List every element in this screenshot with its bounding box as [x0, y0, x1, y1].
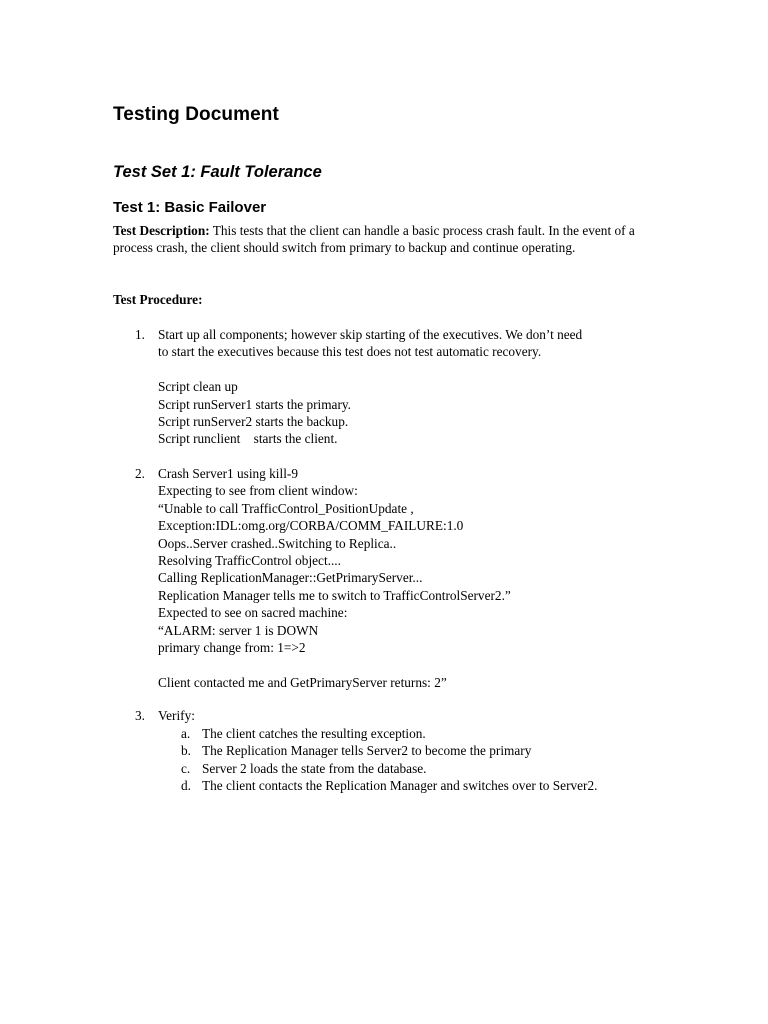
verify-text: Server 2 loads the state from the database. [202, 760, 427, 776]
verify-text: The client catches the resulting exception. [202, 725, 426, 741]
step-line: “Unable to call TrafficControl_PositionUpdate , [158, 500, 414, 516]
blank-line [158, 361, 658, 378]
step-body [158, 707, 658, 724]
verify-letter: b. [181, 743, 191, 758]
step-line: “ALARM: server 1 is DOWN [158, 622, 319, 638]
test-description [113, 222, 653, 257]
step-line: Replication Manager tells me to switch to TrafficControlServer2.” [158, 587, 511, 603]
step-line: Verify: [158, 708, 195, 723]
step-line: Calling ReplicationManager::GetPrimaryServer... [158, 570, 423, 586]
step-line: Crash Server1 using kill-9 [158, 466, 298, 481]
procedure-label: Test Procedure: [113, 292, 203, 307]
verify-letter: d. [181, 778, 191, 793]
step-line: to start the executives because this test does not test automatic recovery. [158, 344, 542, 360]
step-number: 2. [135, 466, 145, 481]
step-line: Expecting to see from client window: [158, 483, 358, 499]
step-line: Expected to see on sacred machine: [158, 605, 348, 621]
verify-letter: a. [181, 725, 191, 741]
test-heading: Test 1: Basic Failover [113, 199, 267, 216]
verify-text: The Replication Manager tells Server2 to become the primary [202, 743, 532, 758]
step-line: Client contacted me and GetPrimaryServer returns: 2” [158, 674, 447, 690]
description-text: This tests that the client can handle a basic process crash fault. In the event of a process crash, the client should switch from primary to backup and continue operating. [113, 223, 635, 256]
step-body [158, 465, 658, 691]
step-line: Resolving TrafficControl object.... [158, 553, 341, 569]
step-line: Script clean up [158, 379, 238, 395]
step-line: Oops..Server crashed..Switching to Replica.. [158, 535, 397, 551]
verify-text: The client contacts the Replication Manager and switches over to Server2. [202, 778, 598, 793]
step-line: Script runServer2 starts the backup. [158, 414, 349, 430]
step-line: Script runclient starts the client. [158, 431, 338, 447]
verify-letter: c. [181, 760, 191, 776]
description-label: Test Description: [113, 223, 210, 238]
step-body [158, 326, 658, 448]
step-line: Start up all components; however skip starting of the executives. We don’t need [158, 327, 583, 342]
step-line: Script runServer1 starts the primary. [158, 396, 351, 412]
step-line: primary change from: 1=>2 [158, 640, 306, 656]
step-number: 1. [135, 327, 145, 342]
step-line: Exception:IDL:omg.org/CORBA/COMM_FAILURE:1.0 [158, 518, 464, 534]
test-set-heading: Test Set 1: Fault Tolerance [113, 163, 322, 181]
step-number: 3. [135, 708, 145, 723]
blank-line [158, 656, 658, 673]
document-title: Testing Document [113, 104, 279, 125]
